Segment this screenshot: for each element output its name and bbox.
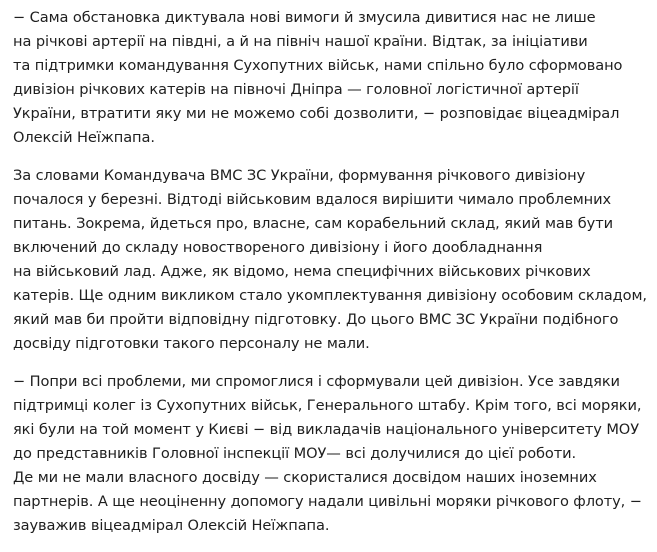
text-line: почалося у березні. Відтоді військовим вдалося вирішити чимало проблемних xyxy=(13,191,612,208)
paragraph-2 xyxy=(13,164,653,356)
text-line: Де ми не мали власного досвіду — скористалися досвідом наших іноземних xyxy=(13,469,597,486)
text-line: на річкові артерії на півдні, а й на північ нашої країни. Відтак, за ініціативи xyxy=(13,33,588,50)
text-line: партнерів. А ще неоціненну допомогу надали цивільні моряки річкового флоту, − xyxy=(13,493,642,510)
text-line: та підтримки командування Сухопутних військ, нами спільно було сформовано xyxy=(13,57,623,74)
text-line: Олексій Неїжпапа. xyxy=(13,129,155,146)
text-line: до представників Головної інспекції МОУ— всі долучилися до цієї роботи. xyxy=(13,445,577,462)
text-line: питань. Зокрема, йдеться про, власне, сам корабельний склад, який мав бути xyxy=(13,215,613,232)
text-line: на військовий лад. Адже, як відомо, нема специфічних військових річкових xyxy=(13,263,591,280)
text-line: За словами Командувача ВМС ЗС України, формування річкового дивізіону xyxy=(13,167,586,184)
text-line: зауважив віцеадмірал Олексій Неїжпапа. xyxy=(13,517,330,534)
text-line: які були на той момент у Києві − від викладачів національного університету МОУ xyxy=(13,421,639,438)
text-line: досвіду підготовки такого персоналу не мали. xyxy=(13,335,370,352)
text-line: катерів. Ще одним викликом стало укомплектування дивізіону особовим складом, xyxy=(13,287,647,304)
text-line: включений до складу новоствореного дивізіону і його дообладнання xyxy=(13,239,543,256)
paragraph-3 xyxy=(13,370,653,538)
text-line: України, втратити яку ми не можемо собі дозволити, − розповідає віцеадмірал xyxy=(13,105,620,122)
text-line: який мав би пройти відповідну підготовку. До цього ВМС ЗС України подібного xyxy=(13,311,619,328)
article-body xyxy=(13,6,653,552)
paragraph-1 xyxy=(13,6,653,150)
text-line: дивізіон річкових катерів на півночі Дніпра — головної логістичної артерії xyxy=(13,81,579,98)
text-line: підтримці колег із Сухопутних військ, Генерального штабу. Крім того, всі моряки, xyxy=(13,397,642,414)
text-line: − Сама обстановка диктувала нові вимоги й змусила дивитися нас не лише xyxy=(13,9,596,26)
text-line: − Попри всі проблеми, ми спромоглися і сформували цей дивізіон. Усе завдяки xyxy=(13,373,620,390)
